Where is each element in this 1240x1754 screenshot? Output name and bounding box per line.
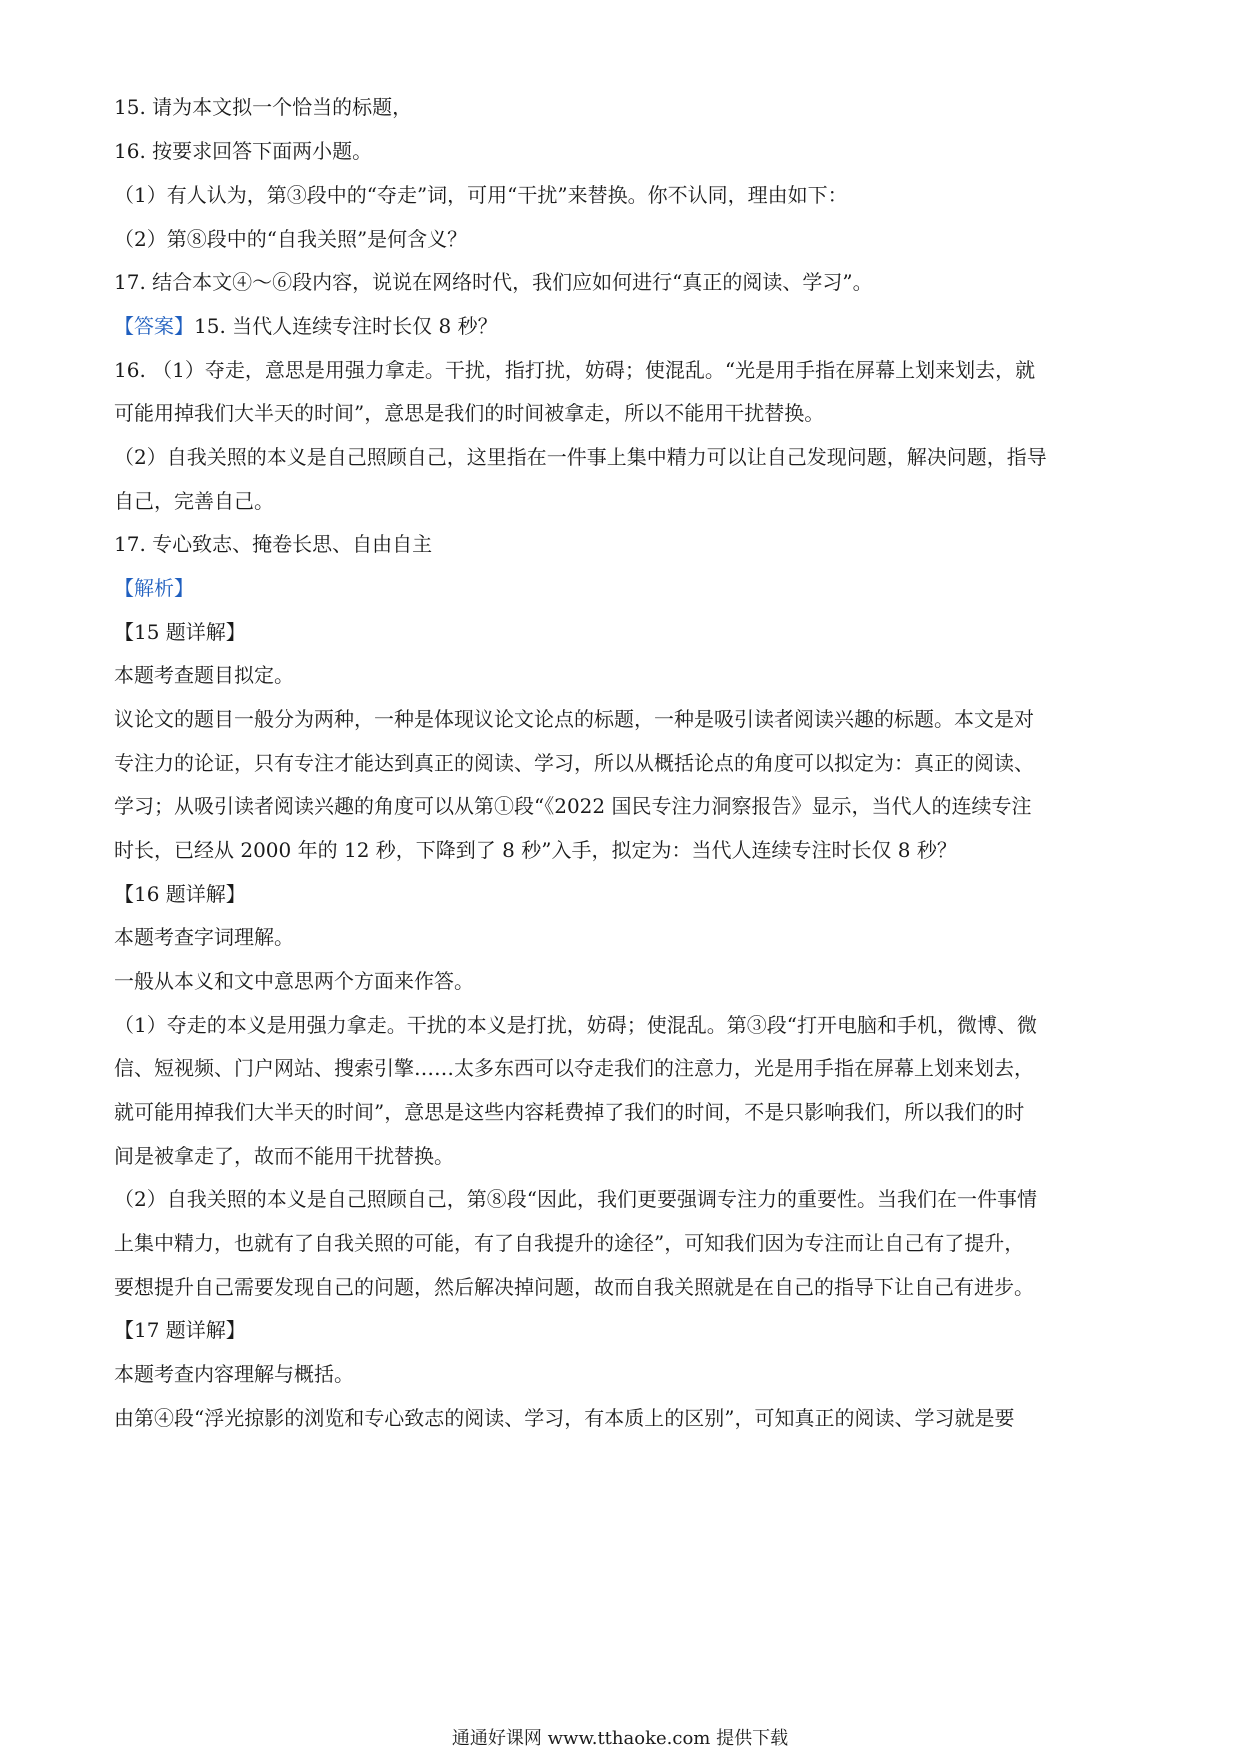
answer-17: 17. 专心致志、掩卷长思、自由自主	[114, 532, 433, 556]
question-16-2: （2）第⑧段中的“自我关照”是何含义？	[114, 227, 468, 251]
detail-16-p1: 本题考查字词理解。	[114, 925, 294, 949]
detail-15-heading: 【15 题详解】	[114, 620, 246, 644]
question-15: 15. 请为本文拟一个恰当的标题，	[114, 95, 413, 119]
detail-16-p4-line-1: （2）自我关照的本义是自己照顾自己，第⑧段“因此，我们更要强调专注力的重要性。当我们在一件事情	[114, 1187, 1037, 1211]
footer-source: 通通好课网 www.tthaoke.com 提供下载	[451, 1728, 789, 1749]
analysis-label: 【解析】	[114, 576, 194, 600]
detail-16-p3-line-1: （1）夺走的本义是用强力拿走。干扰的本义是打扰，妨碍；使混乱。第③段“打开电脑和手机，微博、微	[114, 1013, 1037, 1037]
detail-17-heading: 【17 题详解】	[114, 1318, 246, 1342]
detail-15-p2-line-1: 议论文的题目一般分为两种，一种是体现议论文论点的标题，一种是吸引读者阅读兴趣的标题。本文是对	[114, 707, 1034, 731]
detail-15-p1: 本题考查题目拟定。	[114, 663, 294, 687]
detail-15-p2-line-2: 专注力的论证，只有专注才能达到真正的阅读、学习，所以从概括论点的角度可以拟定为：真正的阅读、	[114, 751, 1034, 775]
answer-16-2-line-1: （2）自我关照的本义是自己照顾自己，这里指在一件事上集中精力可以让自己发现问题，解决问题，指导	[114, 445, 1047, 469]
detail-16-heading: 【16 题详解】	[114, 882, 246, 906]
question-16: 16. 按要求回答下面两小题。	[114, 139, 373, 163]
answer-15: 15. 当代人连续专注时长仅 8 秒？	[194, 314, 498, 338]
detail-16-p4-line-3: 要想提升自己需要发现自己的问题，然后解决掉问题，故而自我关照就是在自己的指导下让自己有进步。	[114, 1275, 1034, 1299]
answer-15-line	[114, 312, 1134, 340]
question-17: 17. 结合本文④～⑥段内容，说说在网络时代，我们应如何进行“真正的阅读、学习”。	[114, 270, 873, 294]
detail-17-p1: 本题考查内容理解与概括。	[114, 1362, 354, 1386]
detail-17-p2-line-1: 由第④段“浮光掠影的浏览和专心致志的阅读、学习，有本质上的区别”，可知真正的阅读、学习就是要	[114, 1406, 1015, 1430]
answer-16-2-line-2: 自己，完善自己。	[114, 489, 274, 513]
answer-16-1-line-2: 可能用掉我们大半天的时间”，意思是我们的时间被拿走，所以不能用干扰替换。	[114, 401, 825, 425]
detail-16-p3-line-2: 信、短视频、门户网站、搜索引擎……太多东西可以夺走我们的注意力，光是用手指在屏幕上划来划去，	[114, 1056, 1034, 1080]
detail-16-p3-line-4: 间是被拿走了，故而不能用干扰替换。	[114, 1144, 454, 1168]
answer-16-1-line-1: 16. （1）夺走，意思是用强力拿走。干扰，指打扰，妨碍；使混乱。“光是用手指在屏幕上划来划去，就	[114, 358, 1036, 382]
detail-16-p3-line-3: 就可能用掉我们大半天的时间”，意思是这些内容耗费掉了我们的时间，不是只影响我们，所以我们的时	[114, 1100, 1025, 1124]
detail-15-p2-line-4: 时长，已经从 2000 年的 12 秒，下降到了 8 秒”入手，拟定为：当代人连续专注时长仅 8 秒？	[114, 838, 957, 862]
detail-15-p2-line-3: 学习；从吸引读者阅读兴趣的角度可以从第①段“《2022 国民专注力洞察报告》显示，当代人的连续专注	[114, 794, 1032, 818]
answer-label: 【答案】	[114, 314, 194, 338]
detail-16-p4-line-2: 上集中精力，也就有了自我关照的可能，有了自我提升的途径”，可知我们因为专注而让自己有了提升，	[114, 1231, 1025, 1255]
detail-16-p2: 一般从本义和文中意思两个方面来作答。	[114, 969, 474, 993]
question-16-1: （1）有人认为，第③段中的“夺走”词，可用“干扰”来替换。你不认同，理由如下：	[114, 183, 848, 207]
